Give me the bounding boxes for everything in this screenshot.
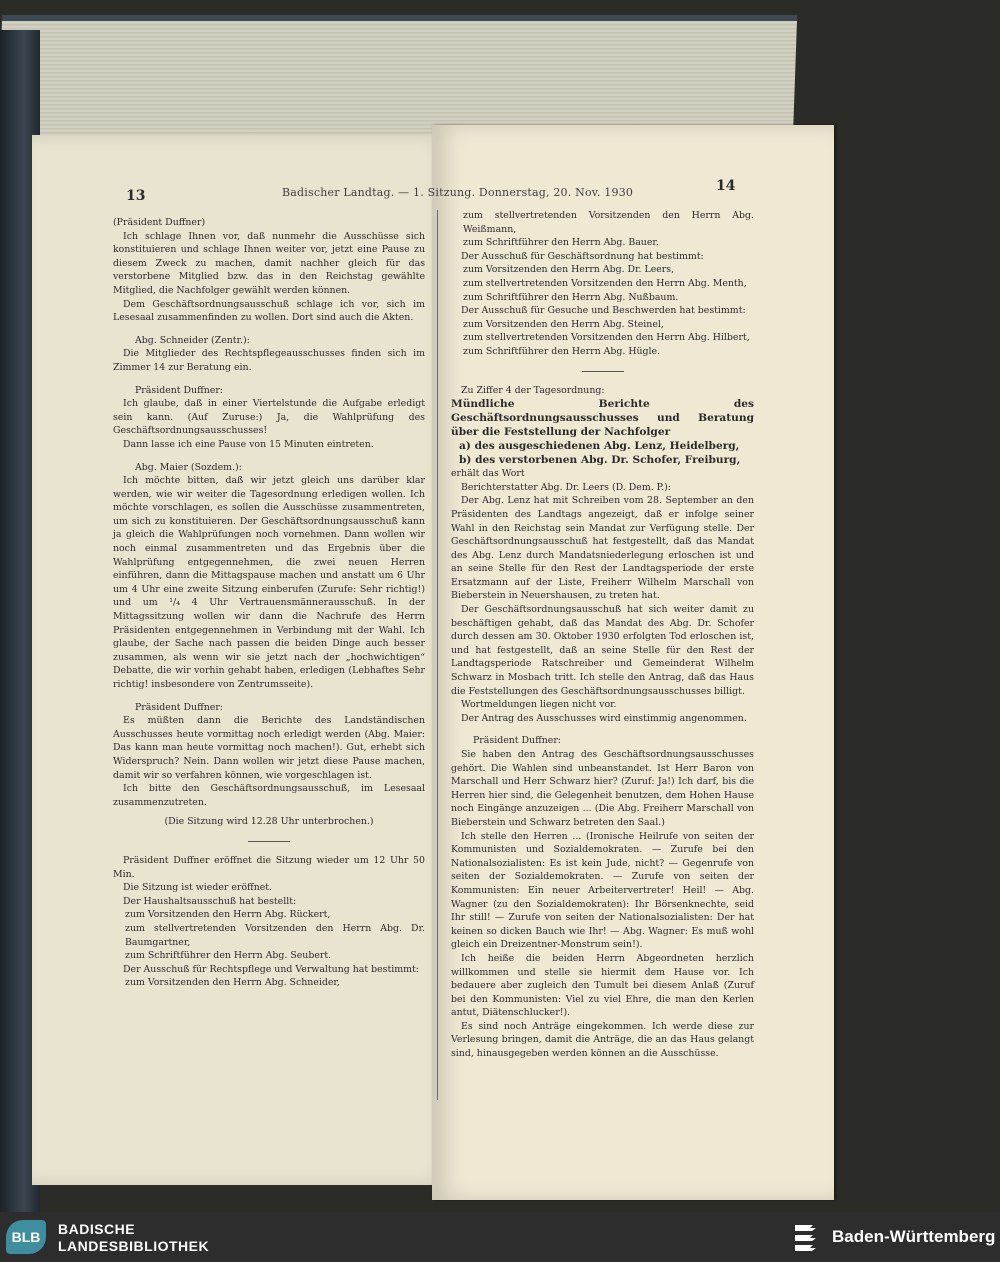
paragraph: Die Sitzung ist wieder eröffnet. xyxy=(123,882,273,894)
right-text-column xyxy=(451,209,754,1061)
paragraph: Dem Geschäftsordnungsausschuß schlage ich vor, sich im Lesesaal zusammenfinden zu wollen. Dort sind auch die Akten. xyxy=(113,298,425,324)
paragraph: zum stellvertretenden Vorsitzenden den Herrn Abg. Dr. Baumgartner, xyxy=(125,922,425,948)
running-title: Badischer Landtag. — 1. Sitzung. Donnerstag, 20. Nov. 1930 xyxy=(282,186,634,199)
paragraph: Die Mitglieder des Rechtspflegeausschusses finden sich im Zimmer 14 zur Beratung ein. xyxy=(113,348,425,373)
paragraph: Dann lasse ich eine Pause von 15 Minuten eintreten. xyxy=(123,438,374,450)
speaker-line: Präsident Duffner: xyxy=(135,384,223,396)
paragraph: Der Ausschuß für Rechtspflege und Verwaltung hat bestimmt: xyxy=(123,963,419,975)
paragraph: Der Ausschuß für Gesuche und Beschwerden hat bestimmt: xyxy=(461,305,746,317)
paragraph: Zu Ziffer 4 der Tagesordnung: xyxy=(461,384,605,396)
paragraph: zum Vorsitzenden den Herrn Abg. Schneider, xyxy=(125,977,340,989)
baden-wuerttemberg-name[interactable]: Baden-Württemberg xyxy=(832,1227,996,1246)
paragraph: Der Abg. Lenz hat mit Schreiben vom 28. September an den Präsidenten des Landtags angezeigt, daß er infolge seiner Wahl in den Reichstag sein Mandat zur Verfügung stelle. Der Geschäftsordnungsausschuß hat festgestellt, daß das Mandat des Abg. Lenz durch Mandatsniederlegung erloschen ist und an seine Stelle für den Rest der Landtagsperiode der erste Ersatzmann auf der Liste, Freiherr Wilhelm Marschall von Bieberstein in Neuershausen, zu treten hat. xyxy=(451,495,754,602)
paragraph: Ich bitte den Geschäftsordnungsausschuß, im Lesesaal zusammenzutreten. xyxy=(113,783,425,808)
baden-wuerttemberg-lions-icon xyxy=(792,1219,822,1255)
paragraph: zum stellvertretenden Vorsitzenden den Herrn Abg. Menth, xyxy=(463,277,747,289)
paragraph: Ich heiße die beiden Herrn Abgeordneten herzlich willkommen und stelle sie hiermit dem Hause vor. Ich bedauere aber zugleich den Tumult bei diesem Anlaß (Zuruf bei den Kommunisten: Viel zu viel Ehre, die man den Kerlen antut, Diätenschlucker!). xyxy=(451,952,754,1019)
section-heading: b) des verstorbenen Abg. Dr. Schofer, Freiburg, xyxy=(459,454,741,467)
paragraph: Der Antrag des Ausschusses wird einstimmig angenommen. xyxy=(461,712,747,724)
paragraph: Der Ausschuß für Geschäftsordnung hat bestimmt: xyxy=(461,250,704,262)
left-page-number: 13 xyxy=(126,188,146,204)
speaker-line: Präsident Duffner: xyxy=(473,735,561,747)
paragraph: Berichterstatter Abg. Dr. Leers (D. Dem. P.): xyxy=(461,481,671,493)
column-divider xyxy=(437,210,438,1100)
left-text-column xyxy=(113,216,425,990)
paragraph: zum Vorsitzenden den Herrn Abg. Rückert, xyxy=(125,909,331,921)
speaker-line: Abg. Maier (Sozdem.): xyxy=(135,461,242,473)
section-heading: a) des ausgeschiedenen Abg. Lenz, Heidelberg, xyxy=(459,440,740,453)
blb-name-line2: LANDESBIBLIOTHEK xyxy=(58,1238,210,1254)
paragraph: Es sind noch Anträge eingekommen. Ich werde diese zur Verlesung bringen, damit die Anträge, die an das Haus gelangt sind, hinausgegeben werden können an die Ausschüsse. xyxy=(451,1020,754,1060)
paragraph: Der Geschäftsordnungsausschuß hat sich weiter damit zu beschäftigen gehabt, daß das Mandat des Abg. Dr. Schofer durch dessen am 30. Oktober 1930 erfolgten Tod erloschen ist, und hat festgestellt, daß an seine Stelle für den Rest der Landtagsperiode Ratschreiber und Gemeinderat Wilhelm Schwarz in Mosbach tritt. Ich stelle den Antrag, daß das Haus die Feststellungen des Geschäftsordnungsausschusses billigt. xyxy=(451,604,754,697)
paragraph: zum Schriftführer den Herrn Abg. Hügle. xyxy=(463,345,661,357)
paragraph: Ich möchte bitten, daß wir jetzt gleich uns darüber klar werden, wie wir weiter die Tagesordnung erledigen wollen. Ich möchte vorschlagen, es sollen die Ausschüsse zusammentreten, um sich zu konstituieren. Der Geschäftsordnungsausschuß kann ja gleich die Wahlprüfungen noch vornehmen. Dann wollen wir noch einmal zusammentreten und das Ergebnis über die Wahlprüfung entgegennehmen, die zwei neuen Herren einführen, dann die Mittagspause machen und anstatt um 6 Uhr um 4 Uhr eine zweite Sitzung einberufen (Zurufe: Sehr richtig!) und um ¹/₄ 4 Uhr Vertrauensmännerausschuß. In der Mittagssitzung wollen wir dann die Nachrufe des Herrn Präsidenten entgegennehmen in Verbindung mit der Wahl. Ich glaube, der Sache nach passen die beiden Dinge auch besser zusammen, als wenn wir sie jetzt nach der „hochwichtigen“ Debatte, die wir vorhin gehabt haben, erledigen (Lebhaftes Sehr richtig! insbesondere von Zentrumsseite). xyxy=(113,475,425,690)
blb-logo[interactable]: BLB xyxy=(6,1220,46,1254)
viewer-footer xyxy=(0,1212,1000,1262)
paragraph: erhält das Wort xyxy=(451,468,525,480)
paragraph: Ich stelle den Herren ... (Ironische Heilrufe von seiten der Kommunisten und Sozialdemokraten. — Zurufe bei den Nationalsozialisten: Es ist kein Jude, nicht? — Gegenrufe von seiten der Sozialdemokraten. — Zurufe von seiten der Kommunisten: Ein neuer Arbeitervertreter! Heil! — Abg. Wagner (zu den Sozialdemokraten): Ihr Börsenknechte, seid Ihr still! — Zurufe von seiten der Nationalsozialisten: Der hat keinen so dicken Bauch wie Ihr! — Abg. Wagner: Es muß wohl gleich ein Dreizentner-Monstrum sein!). xyxy=(451,830,754,951)
paragraph: Ich schlage Ihnen vor, daß nunmehr die Ausschüsse sich konstituieren und schlage Ihnen weiter vor, jetzt eine Pause zu diesem Zweck zu machen, damit nachher gleich für das verstorbene Mitglied bzw. das in den Reichstag gewählte Mitglied, die Nachfolger gewählt werden können. xyxy=(113,230,425,296)
paragraph: zum stellvertretenden Vorsitzenden den Herrn Abg. Weißmann, xyxy=(463,210,754,235)
right-page-number: 14 xyxy=(716,178,736,194)
paragraph: zum Schriftführer den Herrn Abg. Seubert. xyxy=(125,950,332,962)
book-page-edges xyxy=(0,15,797,141)
paragraph: Sie haben den Antrag des Geschäftsordnungsausschusses gehört. Die Wahlen sind unbeanstandet. Ist Herr Baron von Marschall und Herr Schwarz hier? (Zuruf: Ja!) Ich darf, bis die Herren hier sind, die Gelegenheit benutzen, dem Hohen Hause noch Eingänge anzuzeigen ... (Die Abg. Freiherr Marschall von Bieberstein und Schwarz betreten den Saal.) xyxy=(451,749,754,828)
paragraph: Ich glaube, daß in einer Viertelstunde die Aufgabe erledigt sein kann. (Auf Zuruse:) Ja, die Wahlprüfung des Geschäftsordnungsausschusses! xyxy=(113,398,425,437)
paragraph: zum Vorsitzenden den Herrn Abg. Steinel, xyxy=(463,318,664,330)
paragraph: Wortmeldungen liegen nicht vor. xyxy=(461,699,617,711)
paragraph: Präsident Duffner eröffnet die Sitzung wieder um 12 Uhr 50 Min. xyxy=(113,854,425,880)
paragraph: zum stellvertretenden Vorsitzenden den Herrn Abg. Hilbert, xyxy=(463,332,750,344)
paragraph: zum Vorsitzenden den Herrn Abg. Dr. Leers, xyxy=(463,264,675,276)
section-rule xyxy=(248,841,290,842)
paragraph: zum Schriftführer den Herrn Abg. Bauer. xyxy=(463,237,659,249)
section-heading: Mündliche Berichte des Geschäftsordnungsausschusses und Beratung über die Feststellung der Nachfolger xyxy=(451,398,754,439)
blb-name[interactable] xyxy=(58,1221,209,1255)
paragraph: (Die Sitzung wird 12.28 Uhr unterbrochen.) xyxy=(164,816,374,828)
paragraph: (Präsident Duffner) xyxy=(113,217,206,228)
speaker-line: Abg. Schneider (Zentr.): xyxy=(135,334,250,346)
paragraph: Es müßten dann die Berichte des Landständischen Ausschusses heute vormittag noch erledigt werden (Abg. Maier: Das kann man heute vormittag noch machen!). Gut, erhebt sich Widerspruch? Nein. Dann wollen wir jetzt diese Pause machen, damit wir so verfahren können, wie vorgeschlagen ist. xyxy=(113,715,425,781)
section-rule xyxy=(582,371,624,372)
paragraph: Der Haushaltsausschuß hat bestellt: xyxy=(123,895,297,907)
blb-name-line1: BADISCHE xyxy=(58,1221,136,1237)
paragraph: zum Schriftführer den Herrn Abg. Nußbaum. xyxy=(463,291,679,303)
speaker-line: Präsident Duffner: xyxy=(135,701,223,713)
